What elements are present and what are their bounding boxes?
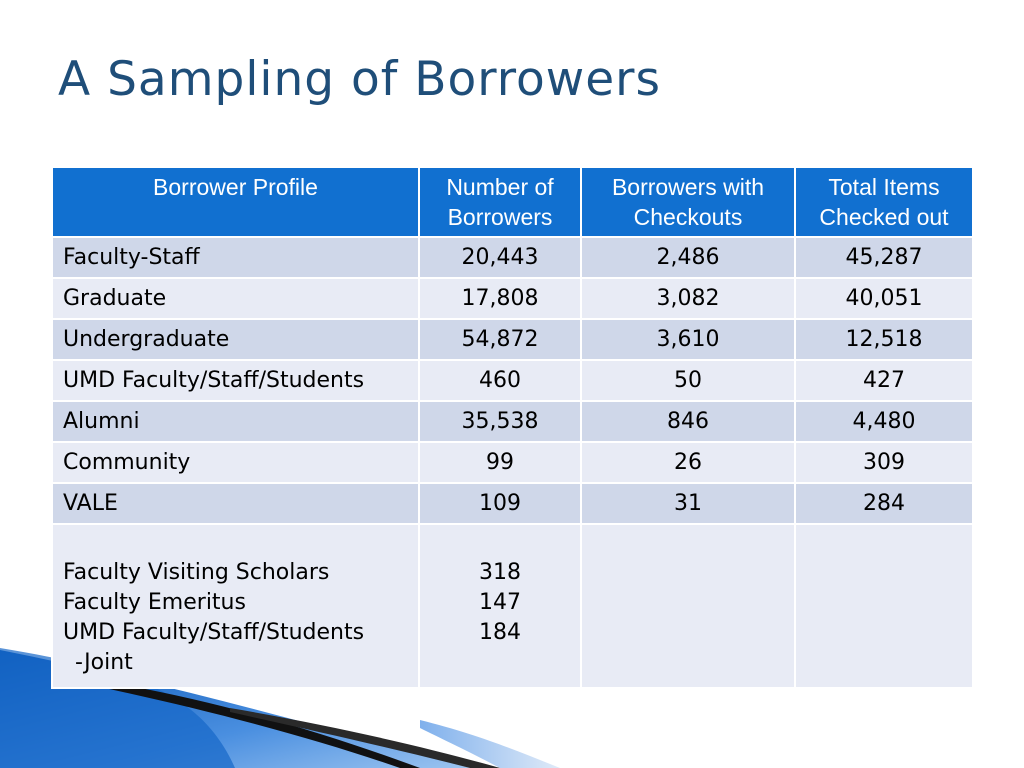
profile-cell: UMD Faculty/Staff/Students — [52, 360, 419, 401]
column-header-number-of-borrowers: Number of Borrowers — [419, 167, 581, 237]
page-title: A Sampling of Borrowers — [58, 52, 661, 107]
number-cell: 17,808 — [419, 278, 581, 319]
number-line: 184 — [479, 620, 521, 645]
number-line: 147 — [479, 590, 521, 615]
checkouts-cell: 846 — [581, 401, 795, 442]
items-cell: 284 — [795, 483, 973, 524]
column-header-borrower-profile: Borrower Profile — [52, 167, 419, 237]
items-cell: 309 — [795, 442, 973, 483]
items-cell: 12,518 — [795, 319, 973, 360]
profile-cell: Graduate — [52, 278, 419, 319]
number-cell: 109 — [419, 483, 581, 524]
checkouts-cell: 50 — [581, 360, 795, 401]
profile-cell: Alumni — [52, 401, 419, 442]
table-row — [52, 278, 973, 319]
checkouts-cell: 3,610 — [581, 319, 795, 360]
table-row — [52, 237, 973, 278]
checkouts-cell: 3,082 — [581, 278, 795, 319]
items-cell: 427 — [795, 360, 973, 401]
number-cell: 20,443 — [419, 237, 581, 278]
borrowers-table — [51, 166, 974, 689]
items-cell — [795, 524, 973, 688]
column-header-borrowers-with-checkouts: Borrowers with Checkouts — [581, 167, 795, 237]
profile-line: Faculty Emeritus — [63, 590, 246, 615]
table-row — [52, 401, 973, 442]
profile-line: UMD Faculty/Staff/Students — [63, 620, 365, 645]
table-row — [52, 360, 973, 401]
profile-line: Faculty Visiting Scholars — [63, 560, 330, 585]
number-cell — [419, 524, 581, 688]
profile-line: -Joint — [75, 650, 133, 675]
table-row-combined — [52, 524, 973, 688]
number-line: 318 — [479, 560, 521, 585]
items-cell: 45,287 — [795, 237, 973, 278]
profile-cell: VALE — [52, 483, 419, 524]
checkouts-cell: 31 — [581, 483, 795, 524]
profile-cell: Undergraduate — [52, 319, 419, 360]
profile-cell — [52, 524, 419, 688]
table-header-row — [52, 167, 973, 237]
table-row — [52, 483, 973, 524]
profile-cell: Faculty-Staff — [52, 237, 419, 278]
items-cell: 40,051 — [795, 278, 973, 319]
number-cell: 54,872 — [419, 319, 581, 360]
column-header-total-items-checked-out: Total Items Checked out — [795, 167, 973, 237]
number-cell: 460 — [419, 360, 581, 401]
checkouts-cell — [581, 524, 795, 688]
table-row — [52, 319, 973, 360]
number-cell: 35,538 — [419, 401, 581, 442]
items-cell: 4,480 — [795, 401, 973, 442]
table-row — [52, 442, 973, 483]
profile-cell: Community — [52, 442, 419, 483]
number-cell: 99 — [419, 442, 581, 483]
checkouts-cell: 26 — [581, 442, 795, 483]
checkouts-cell: 2,486 — [581, 237, 795, 278]
